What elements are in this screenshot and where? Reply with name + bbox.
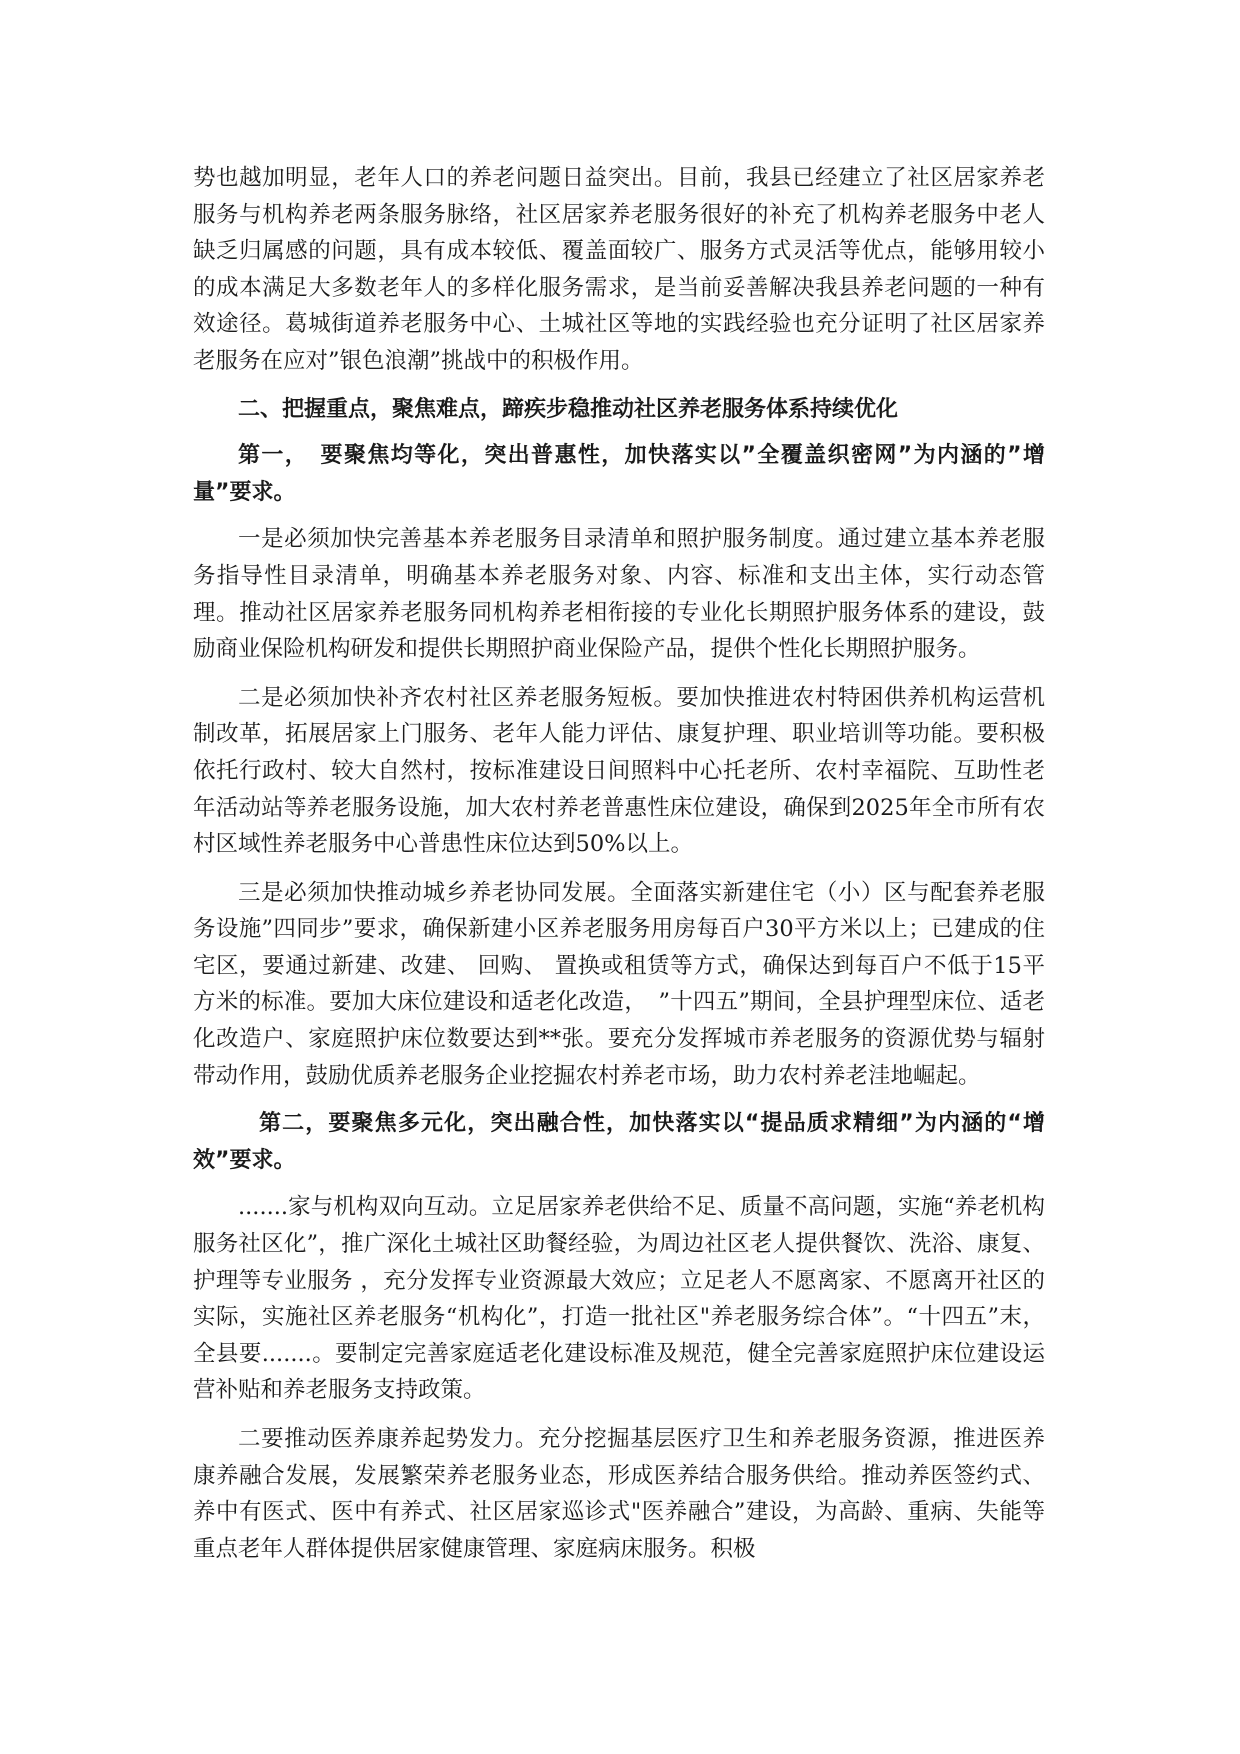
paragraph-medical-care-integration: 二要推动医养康养起势发力。充分挖掘基层医疗卫生和养老服务资源，推进医养康养融合发展，发展繁荣养老服务业态，形成医养结合服务供给。推动养医签约式、养中有医式、医中有养式、社区居家巡诊式"医养融合”建设，为高龄、重病、失能等重点老年人群体提供居家健康管理、家庭病床服务。积极 xyxy=(193,1426,1045,1562)
paragraph-item-one: 一是必须加快完善基本养老服务目录清单和照护服务制度。通过建立基本养老服务指导性目录清单，明确基本养老服务对象、内容、标准和支出主体，实行动态管理。推动社区居家养老服务同机构养老相衔接的专业化长期照护服务体系的建设，鼓励商业保险机构研发和提供长期照护商业保险产品，提供个性化长期照护服务。 xyxy=(193,526,1045,663)
paragraph-item-two: 二是必须加快补齐农村社区养老服务短板。要加快推进农村特困供养机构运营机制改革，拓展居家上门服务、老年人能力评估、康复护理、职业培训等功能。要积极依托行政村、较大自然村，按标准建设日间照料中心托老所、农村幸福院、互助性老年活动站等养老服务设施，加大农村养老普惠性床位建设，确保到2025年全市所有农村区域性养老服务中心普患性床位达到50%以上。 xyxy=(193,684,1045,858)
first-point-heading: 第一， 要聚焦均等化，突出普惠性，加快落实以”全覆盖织密网”为内涵的”增量”要求。 xyxy=(193,443,1045,505)
intro-paragraph: 势也越加明显，老年人口的养老问题日益突出。目前，我县已经建立了社区居家养老服务与机构养老两条服务脉络，社区居家养老服务很好的补充了机构养老服务中老人缺乏归属感的问题，具有成本较低、覆盖面较广、服务方式灵活等优点，能够用较小的成本满足大多数老年人的多样化服务需求，是当前妥善解决我县养老问题的一种有效途径。葛城街道养老服务中心、土城社区等地的实践经验也充分证明了社区居家养老服务在应对”银色浪潮”挑战中的积极作用。 xyxy=(193,165,1045,374)
second-point-heading: 第二，要聚焦多元化，突出融合性，加快落实以“提品质求精细”为内涵的“增效”要求。 xyxy=(193,1111,1045,1173)
paragraph-item-three: 三是必须加快推动城乡养老协同发展。全面落实新建住宅（小）区与配套养老服务设施”四同步”要求，确保新建小区养老服务用房每百户30平方米以上；已建成的住宅区，要通过新建、改建、 回购、 置换或租赁等方式，确保达到每百户不低于15平方米的标准。要加大床位建设和适老化改造， ”十四五”期间，全县护理型床位、适老化改造户、家庭照护床位数要达到**张。要充分发挥城市养老服务的资源优势与辐射带动作用，鼓励优质养老服务企业挖掘农村养老市场，助力农村养老洼地崛起。 xyxy=(193,879,1045,1089)
section-two-heading: 二、把握重点，聚焦难点，蹄疾步稳推动社区养老服务体系持续优化 xyxy=(238,396,899,422)
paragraph-two-way-interaction: .......家与机构双向互动。立足居家养老供给不足、质量不高问题，实施“养老机构服务社区化”，推广深化土城社区助餐经验，为周边社区老人提供餐饮、洗浴、康复、护理等专业服务 ，充分发挥专业资源最大效应；立足老人不愿离家、不愿离开社区的实际，实施社区养老服务“机构化”，打造一批社区"养老服务综合体”。“十四五”末，全县要.......。要制定完善家庭适老化建设标准及规范，健全完善家庭照护床位建设运营补贴和养老服务支持政策。 xyxy=(193,1194,1045,1404)
document-page xyxy=(193,160,1045,1567)
